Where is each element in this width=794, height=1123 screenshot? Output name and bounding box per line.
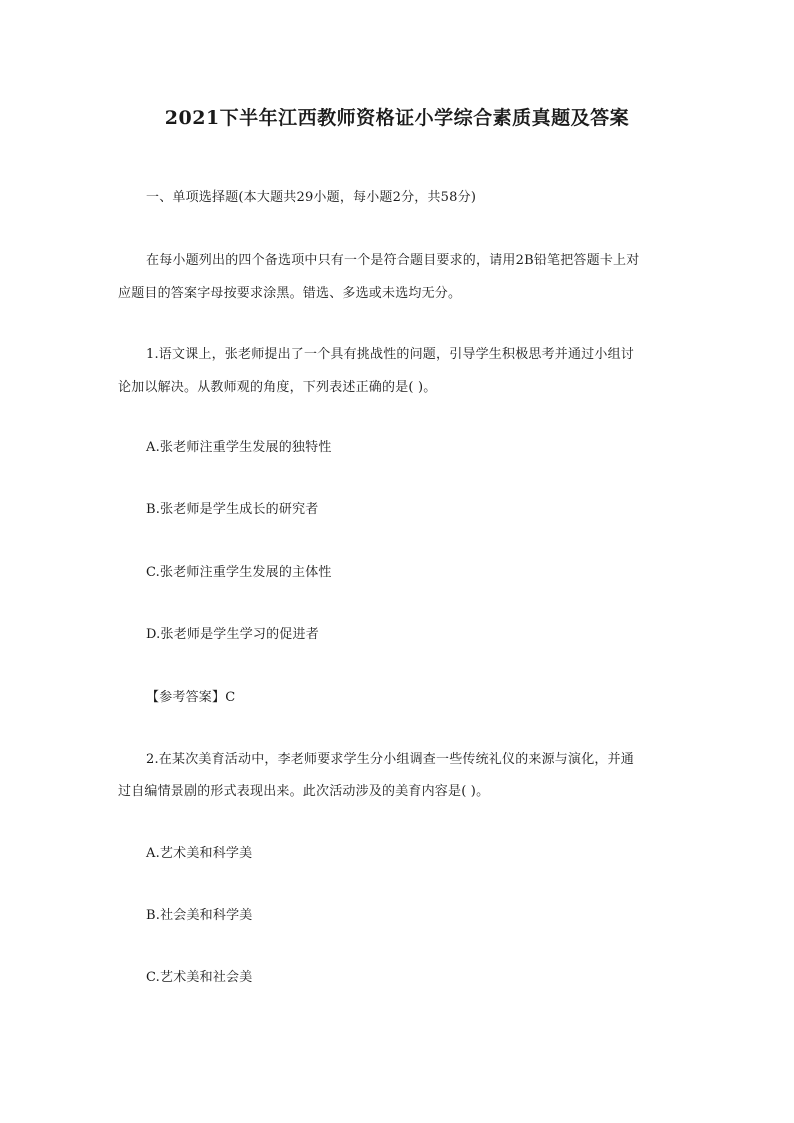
question-2-option-a: A.艺术美和科学美 [146, 846, 253, 861]
document-title: 2021下半年江西教师资格证小学综合素质真题及答案 [164, 107, 630, 129]
question-2-stem-line-1: 2.在某次美育活动中，李老师要求学生分小组调查一些传统礼仪的来源与演化，并通 [146, 752, 635, 767]
question-2-option-c: C.艺术美和社会美 [146, 970, 253, 985]
question-1-option-a: A.张老师注重学生发展的独特性 [146, 440, 332, 455]
question-1-option-b: B.张老师是学生成长的研究者 [146, 502, 319, 517]
question-1-answer: 【参考答案】C [146, 690, 236, 705]
instructions-line-1: 在每小题列出的四个备选项中只有一个是符合题目要求的，请用2B铅笔把答题卡上对 [146, 253, 640, 268]
question-1-option-c: C.张老师注重学生发展的主体性 [146, 565, 332, 580]
question-2-option-b: B.社会美和科学美 [146, 908, 253, 923]
section-heading: 一、单项选择题(本大题共29小题，每小题2分，共58分) [146, 190, 477, 205]
question-2-stem-line-2: 过自编情景剧的形式表现出来。此次活动涉及的美育内容是( )。 [118, 784, 490, 799]
instructions-line-2: 应题目的答案字母按要求涂黑。错选、多选或未选均无分。 [118, 286, 462, 301]
question-1-option-d: D.张老师是学生学习的促进者 [146, 627, 319, 642]
question-1-stem-line-2: 论加以解决。从教师观的角度，下列表述正确的是( )。 [118, 380, 437, 395]
question-1-stem-line-1: 1.语文课上，张老师提出了一个具有挑战性的问题，引导学生积极思考并通过小组讨 [146, 347, 635, 362]
